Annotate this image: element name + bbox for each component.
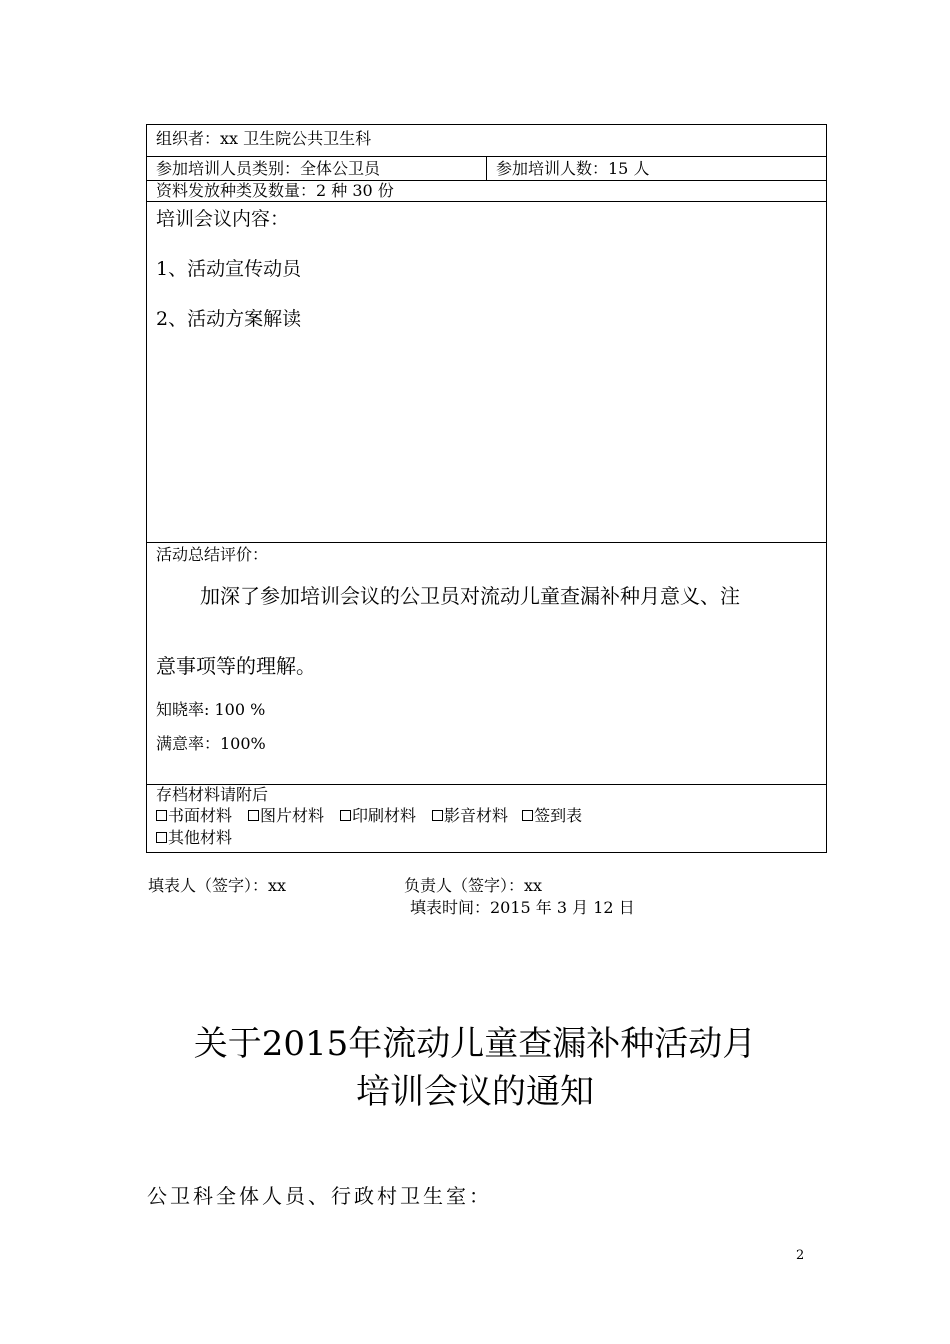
archive-option[interactable]: 其他材料 xyxy=(156,828,232,847)
checkbox-icon[interactable] xyxy=(432,810,443,821)
archive-option[interactable]: 签到表 xyxy=(522,806,582,825)
notice-title-line2: 培训会议的通知 xyxy=(356,1072,594,1112)
summary-body-line1: 加深了参加培训会议的公卫员对流动儿童查漏补种月意义、注 xyxy=(200,584,740,608)
responsible-signature: 负责人（签字）：xx xyxy=(404,876,543,895)
fill-date: 填表时间：2015 年 3 月 12 日 xyxy=(410,898,635,917)
archive-title: 存档材料请附后 xyxy=(156,785,269,804)
archive-option[interactable]: 影音材料 xyxy=(432,806,508,825)
notice-title-line1: 关于2015年流动儿童查漏补种活动月 xyxy=(193,1024,757,1064)
training-record-table xyxy=(146,124,827,853)
checkbox-icon[interactable] xyxy=(340,810,351,821)
archive-options-row xyxy=(156,805,826,827)
archive-option[interactable]: 图片材料 xyxy=(248,806,324,825)
notice-salutation: 公卫科全体人员、行政村卫生室： xyxy=(147,1184,492,1208)
checkbox-icon[interactable] xyxy=(248,810,259,821)
summary-body-line2: 意事项等的理解。 xyxy=(156,654,316,678)
content-cell xyxy=(147,202,827,543)
checkbox-icon[interactable] xyxy=(156,810,167,821)
archive-option[interactable]: 书面材料 xyxy=(156,806,232,825)
filler-signature: 填表人（签字）：xx xyxy=(148,876,287,895)
participant-type-cell: 参加培训人员类别：全体公卫员 xyxy=(147,157,487,181)
summary-title: 活动总结评价： xyxy=(156,545,269,564)
archive-options-row xyxy=(156,827,826,849)
checkbox-icon[interactable] xyxy=(522,810,533,821)
satisfaction-rate: 满意率：100% xyxy=(156,734,266,753)
checkbox-icon[interactable] xyxy=(156,832,167,843)
materials-cell: 资料发放种类及数量：2 种 30 份 xyxy=(147,181,827,202)
summary-cell xyxy=(147,543,827,785)
archive-cell xyxy=(147,785,827,853)
archive-option[interactable]: 印刷材料 xyxy=(340,806,416,825)
content-item: 2、活动方案解读 xyxy=(156,308,302,330)
content-title: 培训会议内容： xyxy=(156,208,290,230)
organizer-cell: 组织者：xx 卫生院公共卫生科 xyxy=(147,125,827,157)
page-number: 2 xyxy=(796,1248,805,1263)
participant-count-cell: 参加培训人数：15 人 xyxy=(487,157,827,181)
content-item: 1、活动宣传动员 xyxy=(156,258,302,280)
awareness-rate: 知晓率: 100 % xyxy=(156,700,266,719)
